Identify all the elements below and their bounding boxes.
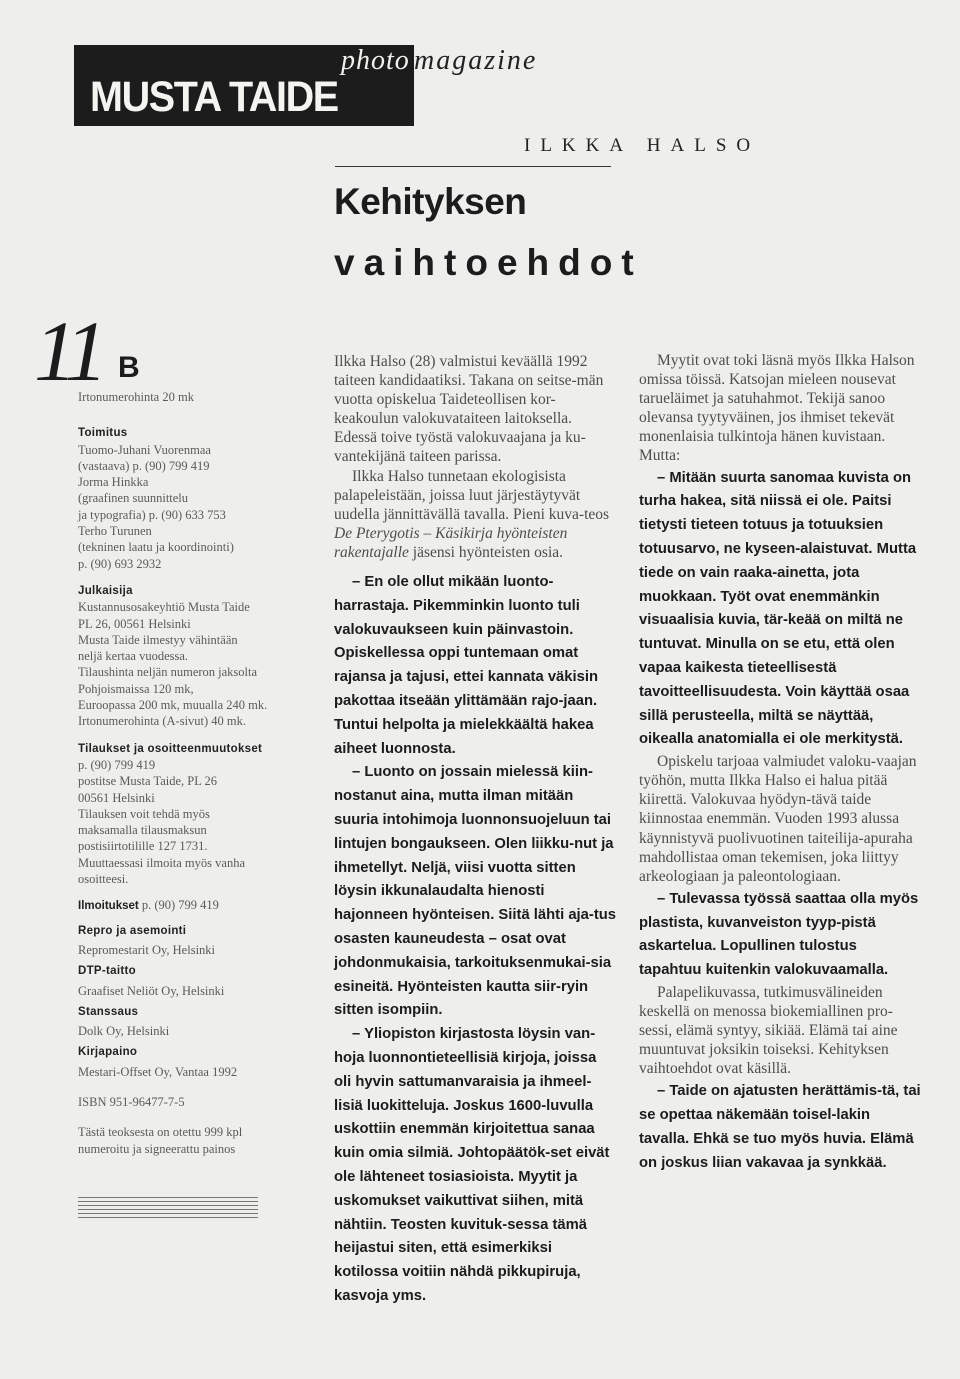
colophon-line: (graafinen suunnittelu bbox=[78, 491, 189, 506]
paragraph: Opiskelu tarjoaa valmiudet valoku-vaajan työhön, mutta Ilkka Halso ei halua pitää kiirettä. Valokuvaa hyödyn-tävä taide kiinnostaa enemmän. Vuoden 1993 alussa käynnistyvä puolivuotinen taiteilija-apuraha mahdollistaa oman tekemisen, joka liittyy arkeologiaan ja paleontologiaan. bbox=[639, 753, 917, 885]
colophon-line: Mestari-Offset Oy, Vantaa 1992 bbox=[78, 1064, 238, 1079]
quote-paragraph: – Mitään suurta sanomaa kuvista on turha hakea, sitä niissä ei ole. Paitsi tietysti tieteen totuus ja totuuksien totuusarvo, ne kyseen-alaistuvat. Mutta tiede on vain raaka-ainetta, jota muokkaan. Työt ovat enemmänkin visuaalisia kuvia, tär-keää on miltä ne tuntuvat. Minulla on se etu, että olen vapaa kaikesta tieteellisestä tavoitteellisuudesta. Voin käyttää osaa sillä perusteella, miltä se näyttää, oikealla anatomialla ei ole merkitystä. bbox=[639, 469, 917, 748]
colophon-line: Graafiset Neliöt Oy, Helsinki bbox=[78, 983, 225, 998]
interview-quote bbox=[639, 1080, 923, 1175]
article-title-line2: vaihtoehdot bbox=[334, 242, 643, 283]
colophon-line: postitse Musta Taide, PL 26 bbox=[78, 774, 218, 789]
isbn: ISBN 951-96477-7-5 bbox=[78, 1094, 185, 1109]
colophon-line: Terho Turunen bbox=[78, 524, 152, 539]
issue-letter: B bbox=[118, 351, 140, 384]
colophon-line: Tuomo-Juhani Vuorenmaa bbox=[78, 442, 211, 457]
colophon-line: p. (90) 799 419 bbox=[141, 898, 219, 913]
quote-paragraph: – Yliopiston kirjastosta löysin van-hoja luonnontieteellisiä kirjoja, joissa oli hyvin sattumanvaraisia ja ihmeel-lisiä luokitteluja. Joskus 1600-luvulla uskottiin enemmän kirjoitettua sanaa kuin omia silmiä. Johtopäätök-set eivät ole lähteneet tosiasioista. Myytit ja uskomukset vaikuttivat siihen, mitä nähtiin. Teosten kuvituk-sessa tämä heijastui siten, että esimerkiksi kotilossa voitiin nähdä pikkupiruja, kasvoja yms. bbox=[334, 1026, 610, 1304]
colophon-line: maksamalla tilausmaksun bbox=[78, 823, 207, 838]
paragraph: Palapelikuvassa, tutkimusvälineiden keskellä on menossa biokemiallinen pro-sessi, elämä syntyy, sikiää. Elämä tai aine muuntuvat joksikin toiseksi. Kehityksen vaihtoehdot ovat käsillä. bbox=[639, 983, 898, 1078]
colophon-line: Euroopassa 200 mk, muualla 240 mk. bbox=[78, 698, 268, 713]
paragraph: Ilkka Halso (28) valmistui keväällä 1992 taiteen kandidaatiksi. Takana on seitse-män vuotta opiskelua Taideteollisen kor-keakoulun valokuvataiteen laitoksella. Edessä toive työstä valokuvaajana ja ku-vantekijänä taiteen parissa. bbox=[334, 353, 604, 466]
colophon-heading: Toimitus bbox=[78, 427, 128, 440]
colophon-line: Muuttaessasi ilmoita myös vanha bbox=[78, 855, 245, 870]
colophon-line: Dolk Oy, Helsinki bbox=[78, 1024, 170, 1039]
quote-paragraph: – Taide on ajatusten herättämis-tä, tai se opettaa näkemään toisel-lakin tavalla. Ehkä se tuo myös huvia. Elämä on joskus liian vakavaa ja synkkää. bbox=[639, 1083, 921, 1171]
colophon-line: Tilaushinta neljän numeron jaksolta bbox=[78, 665, 258, 680]
colophon-heading: Julkaisija bbox=[78, 584, 133, 597]
colophon-line: 00561 Helsinki bbox=[78, 790, 155, 805]
colophon-line: neljä kertaa vuodessa. bbox=[78, 649, 189, 664]
colophon-line: (tekninen laatu ja koordinointi) bbox=[78, 540, 234, 555]
paragraph: Myytit ovat toki läsnä myös Ilkka Halson omissa töissä. Katsojan mieleen nousevat tarueläimet ja satuhahmot. Tekijä sanoo olevansa tyytyväinen, jos ihmiset tekevät monenlaisia tulkintoja hänen kuvistaan. Mutta: bbox=[639, 352, 915, 465]
quote-paragraph: – Luonto on jossain mielessä kiin-nostanut aina, mutta ilman mitään suuria intohimoja luonnonsuojeluun tai lintujen bongaukseen. Olen liikku-nut ja ihmetellyt. Neljä, viisi vuotta sitten löysin ikkunalaudalta hienosti hajonneen hyönteisen. Siitä lähti aja-tus osasten kauneudesta – osat ovat johdonmukaisia, tarkoituksenmukai-sia esineitä. Hyönteisten kautta siir-ryin sitten isompiin. bbox=[334, 764, 617, 1019]
quote-paragraph: – Tulevassa työssä saattaa olla myös plastista, kuvanveiston tyyp-pistä askartelua. Lopullinen tulostus tapahtuu kuitenkin valokuvaamalla. bbox=[639, 890, 919, 979]
colophon-line: p. (90) 693 2932 bbox=[78, 556, 162, 571]
colophon-heading: Kirjapaino bbox=[78, 1046, 138, 1059]
colophon bbox=[78, 389, 288, 1157]
colophon-line: Repromestarit Oy, Helsinki bbox=[78, 942, 216, 957]
title-rule bbox=[335, 166, 611, 167]
colophon-line: osoitteesi. bbox=[78, 872, 129, 887]
colophon-heading: DTP-taitto bbox=[78, 965, 136, 978]
interview-quotes bbox=[334, 571, 616, 1309]
colophon-heading: Stanssaus bbox=[78, 1005, 139, 1018]
paragraph: Ilkka Halso tunnetaan ekologisista palapeleistään, joissa luut järjestäytyvät uudella jännittävällä tavalla. Pieni kuva-teos De Pterygotis – Käsikirja hyönteisten rakentajalle jäsensi hyönteisten osia. bbox=[334, 467, 610, 561]
article-title-line1: Kehityksen bbox=[334, 181, 527, 222]
colophon-line: PL 26, 00561 Helsinki bbox=[78, 616, 191, 631]
magazine-subtitle-magazine: magazine bbox=[414, 45, 538, 76]
article-column-2 bbox=[639, 351, 923, 1176]
magazine-subtitle-photo: photo bbox=[341, 45, 410, 76]
quote-paragraph: – En ole ollut mikään luonto-harrastaja. Pikemminkin luonto tuli valokuvaukseen kuin päinvastoin. Opiskellessa oppi tuntemaan omat rajansa ja tajusi, ettei kannata väkisin pakottaa itseään ylittämään rajo-jaan. Tuntui helpolta ja mielekkäältä hakea aiheet luonnosta. bbox=[334, 574, 599, 757]
article-column-1 bbox=[334, 352, 616, 1309]
colophon-heading: Repro ja asemointi bbox=[78, 924, 187, 937]
colophon-line: Jorma Hinkka bbox=[78, 475, 149, 490]
colophon-heading: Ilmoitukset bbox=[78, 900, 139, 913]
colophon-line: Tästä teoksesta on otettu 999 kpl bbox=[78, 1125, 243, 1140]
interview-quote bbox=[639, 888, 923, 983]
author-name: ILKKA HALSO bbox=[524, 135, 761, 156]
signature-lines bbox=[78, 1197, 258, 1221]
issue-number: 11 bbox=[34, 303, 102, 399]
colophon-line: Kustannusosakeyhtiö Musta Taide bbox=[78, 600, 250, 615]
colophon-line: Tilauksen voit tehdä myös bbox=[78, 806, 210, 821]
colophon-line: Irtonumerohinta (A-sivut) 40 mk. bbox=[78, 714, 247, 729]
interview-quote bbox=[639, 467, 923, 753]
colophon-line: postisiirtotilille 127 1731. bbox=[78, 839, 208, 854]
colophon-line: Musta Taide ilmestyy vähintään bbox=[78, 632, 238, 647]
colophon-line: (vastaava) p. (90) 799 419 bbox=[78, 458, 210, 473]
issue-price: Irtonumerohinta 20 mk bbox=[78, 390, 194, 404]
colophon-line: numeroitu ja signeerattu painos bbox=[78, 1141, 236, 1156]
colophon-line: ja typografia) p. (90) 633 753 bbox=[78, 507, 226, 522]
colophon-line: p. (90) 799 419 bbox=[78, 757, 156, 772]
colophon-line: Pohjoismaissa 120 mk, bbox=[78, 681, 194, 696]
colophon-heading: Tilaukset ja osoitteenmuutokset bbox=[78, 742, 263, 755]
magazine-title: MUSTA TAIDE bbox=[90, 73, 338, 121]
